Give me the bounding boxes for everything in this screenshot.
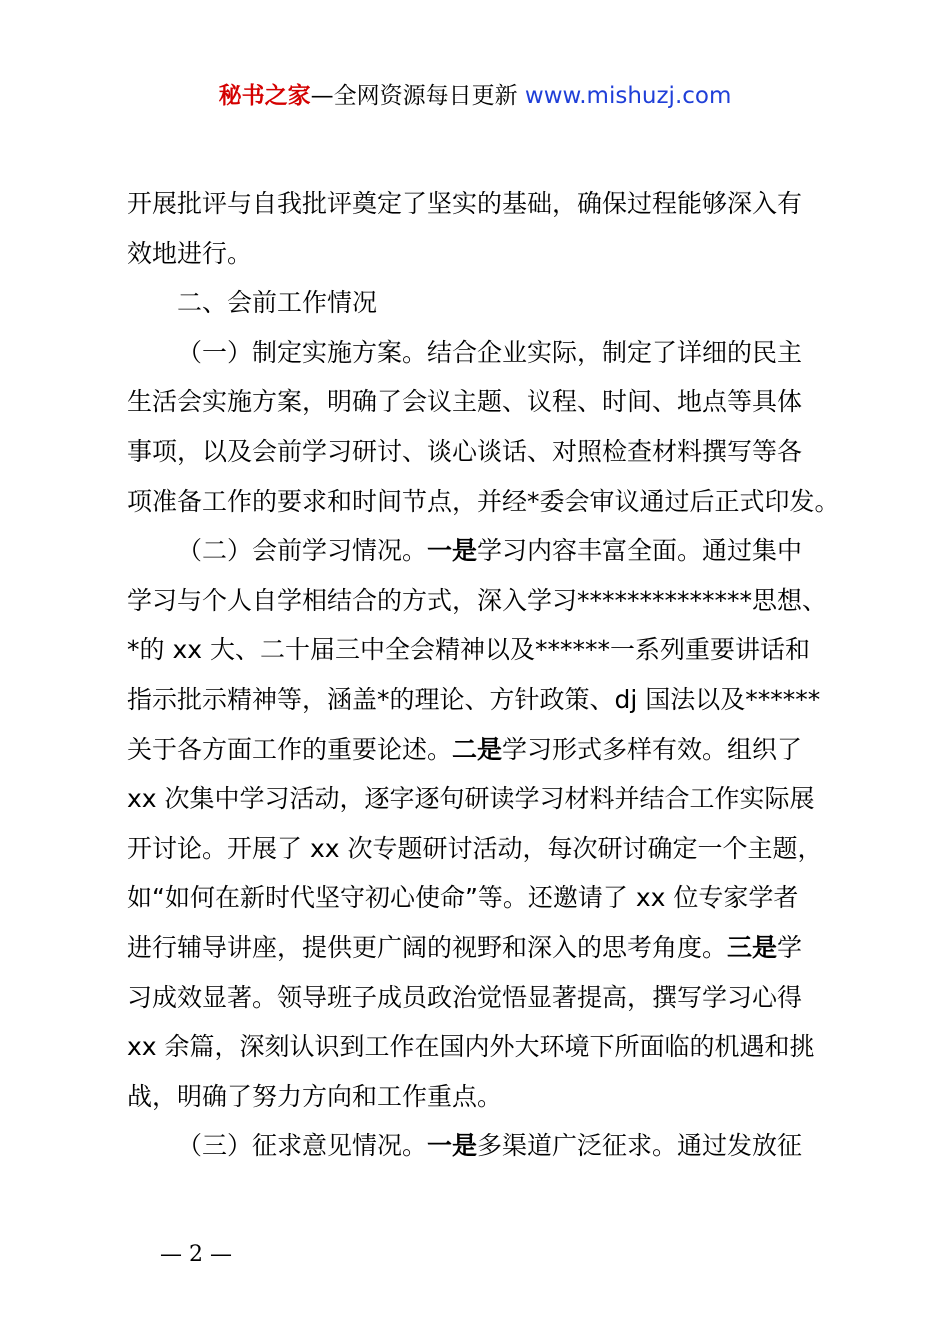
text-run: 二、会前工作情况 <box>177 288 378 318</box>
text-line <box>127 625 839 675</box>
emphasis-text: 一是 <box>427 536 478 566</box>
text-line <box>127 427 839 477</box>
text-line <box>127 774 839 824</box>
text-line <box>127 725 839 775</box>
text-line <box>127 1072 839 1122</box>
text-line <box>127 576 839 626</box>
text-run: 习成效显著。领导班子成员政治觉悟显著提高，撰写学习心得 <box>127 982 803 1012</box>
text-run: xx 次集中学习活动，逐字逐句研读学习材料并结合工作实际展 <box>127 784 815 814</box>
text-run: 战，明确了努力方向和工作重点。 <box>127 1081 503 1111</box>
text-run: （三）征求意见情况。 <box>177 1131 428 1161</box>
site-header <box>0 80 950 112</box>
text-line <box>127 526 839 576</box>
text-line <box>127 873 839 923</box>
text-run: 学习与个人自学相结合的方式，深入学习**************思想、 <box>127 585 828 615</box>
site-url-link[interactable]: www.mishuzj.com <box>524 83 732 109</box>
text-line <box>127 824 839 874</box>
text-line <box>127 973 839 1023</box>
emphasis-text: 二是 <box>452 734 503 764</box>
text-run: 关于各方面工作的重要论述。 <box>127 734 453 764</box>
text-line <box>127 328 839 378</box>
text-line <box>127 377 839 427</box>
page-number: — 2 — <box>160 1242 232 1267</box>
site-slogan: —全网资源每日更新 <box>310 83 518 109</box>
text-run: xx 余篇，深刻认识到工作在国内外大环境下所面临的机遇和挑 <box>127 1032 815 1062</box>
text-line <box>127 278 839 328</box>
text-run: *的 xx 大、二十届三中全会精神以及******一系列重要讲话和 <box>127 635 810 665</box>
text-run: 学 <box>777 932 803 962</box>
text-run: 学习内容丰富全面。通过集中 <box>477 536 803 566</box>
text-line <box>127 675 839 725</box>
text-run: 多渠道广泛征求。通过发放征 <box>477 1131 803 1161</box>
text-run: 开展批评与自我批评奠定了坚实的基础，确保过程能够深入有 <box>127 189 803 218</box>
text-run: 项准备工作的要求和时间节点，并经*委会审议通过后正式印发。 <box>127 486 840 516</box>
emphasis-text: 一是 <box>427 1131 478 1161</box>
text-run: 开讨论。开展了 xx 次专题研讨活动，每次研讨确定一个主题， <box>127 833 823 863</box>
text-run: （一）制定实施方案。结合企业实际，制定了详细的民主 <box>177 337 803 367</box>
text-line <box>127 923 839 973</box>
text-line <box>127 477 839 527</box>
text-run: 生活会实施方案，明确了会议主题、议程、时间、地点等具体 <box>127 387 803 417</box>
document-body <box>127 179 839 1171</box>
text-line <box>127 229 839 279</box>
text-line <box>127 1121 839 1171</box>
text-run: 效地进行。 <box>127 238 253 268</box>
text-run: 学习形式多样有效。组织了 <box>502 734 803 764</box>
text-run: 事项，以及会前学习研讨、谈心谈话、对照检查材料撰写等各 <box>127 436 803 466</box>
text-run: 指示批示精神等，涵盖*的理论、方针政策、dj 国法以及****** <box>127 684 821 714</box>
text-run: 进行辅导讲座，提供更广阔的视野和深入的思考角度。 <box>127 932 728 962</box>
text-line <box>127 1022 839 1072</box>
text-line <box>127 179 839 229</box>
site-brand: 秘书之家 <box>218 83 311 109</box>
emphasis-text: 三是 <box>727 932 778 962</box>
text-run: 如“如何在新时代坚守初心使命”等。还邀请了 xx 位专家学者 <box>127 883 799 913</box>
text-run: （二）会前学习情况。 <box>177 536 428 566</box>
